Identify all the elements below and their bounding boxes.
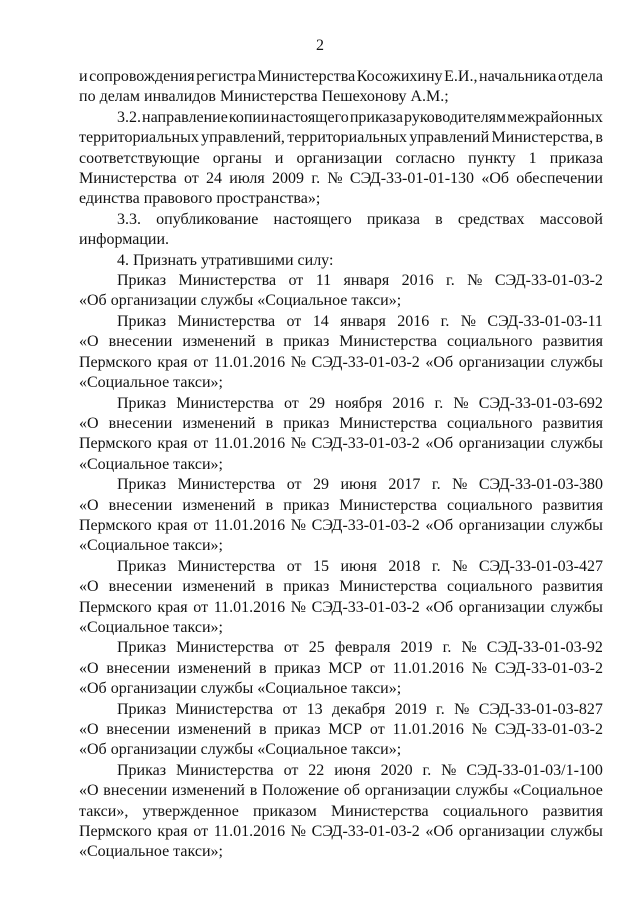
text-line: единства правового пространства»;	[79, 190, 321, 208]
text-line: 4. Признать утратившими силу:	[117, 251, 334, 269]
text-line: соответствующие органы и организации согласно пункту 1 приказа	[79, 149, 603, 167]
paragraph	[79, 394, 603, 476]
text-line: Пермского края от 11.01.2016 № СЭД-33-01-03-2 «Об организации службы	[79, 823, 603, 841]
text-line: Пермского края от 11.01.2016 № СЭД-33-01-03-2 «Об организации службы	[79, 598, 603, 616]
text-line: Приказ Министерства от 13 декабря 2019 г. № СЭД-33-01-03-827	[117, 700, 603, 718]
page-number: 2	[316, 37, 324, 54]
text-line: Приказ Министерства от 25 февраля 2019 г. № СЭД-33-01-03-92	[117, 639, 603, 657]
paragraph	[79, 700, 603, 761]
text-line: информации.	[79, 231, 170, 249]
text-line: «Социальное такси»;	[79, 618, 223, 636]
text-line: Приказ Министерства от 22 июня 2020 г. № СЭД-33-01-03/1-100	[117, 761, 603, 779]
text-line: Пермского края от 11.01.2016 № СЭД-33-01-03-2 «Об организации службы	[79, 435, 603, 453]
paragraph	[79, 67, 603, 108]
text-line: «О внесении изменений в приказ МСР от 11.01.2016 № СЭД-33-01-03-2	[79, 659, 603, 677]
text-line: Приказ Министерства от 14 января 2016 г. № СЭД-33-01-03-11	[117, 312, 603, 330]
paragraph	[79, 761, 603, 863]
text-line: «Об организации службы «Социальное такси»;	[79, 741, 402, 759]
text-line: по делам инвалидов Министерства Пешехонову А.М.;	[79, 88, 449, 106]
text-line: «Об организации службы «Социальное такси»;	[79, 292, 402, 310]
text-line: Приказ Министерства от 29 ноября 2016 г. № СЭД-33-01-03-692	[117, 394, 603, 412]
text-line: и сопровождения регистра Министерства Косожихину Е.И., начальника отдела	[79, 68, 603, 85]
paragraph	[79, 251, 603, 271]
text-line: «Социальное такси»;	[79, 843, 223, 861]
text-line: Приказ Министерства от 15 июня 2018 г. № СЭД-33-01-03-427	[117, 557, 603, 575]
text-line: «О внесении изменений в Положение об организации службы «Социальное	[79, 782, 603, 800]
text-line: «Социальное такси»;	[79, 537, 223, 555]
text-line: Приказ Министерства от 29 июня 2017 г. № СЭД-33-01-03-380	[117, 476, 603, 494]
paragraph	[79, 210, 603, 251]
document-body	[79, 67, 603, 863]
text-line: 3.3. опубликование настоящего приказа в средствах массовой	[117, 210, 603, 228]
paragraph	[79, 271, 603, 312]
text-line: «Об организации службы «Социальное такси»;	[79, 680, 402, 698]
text-line: «Социальное такси»;	[79, 455, 223, 473]
text-line: «О внесении изменений в приказ Министерства социального развития	[79, 333, 603, 351]
paragraph	[79, 638, 603, 699]
paragraph	[79, 108, 603, 210]
text-line: «О внесении изменений в приказ Министерства социального развития	[79, 496, 603, 514]
text-line: такси», утвержденное приказом Министерства социального развития	[79, 802, 603, 820]
text-line: Пермского края от 11.01.2016 № СЭД-33-01-03-2 «Об организации службы	[79, 516, 603, 534]
text-line: 3.2. направление копии настоящего приказа руководителям межрайонных	[117, 108, 603, 126]
text-line: «О внесении изменений в приказ Министерства социального развития	[79, 578, 603, 596]
text-line: Приказ Министерства от 11 января 2016 г. № СЭД-33-01-03-2	[117, 272, 603, 290]
text-line: Пермского края от 11.01.2016 № СЭД-33-01-03-2 «Об организации службы	[79, 353, 603, 371]
text-line: «О внесении изменений в приказ Министерства социального развития	[79, 414, 603, 432]
text-line: территориальных управлений, территориальных управлений Министерства, в	[79, 129, 603, 147]
text-line: «О внесении изменений в приказ МСР от 11.01.2016 № СЭД-33-01-03-2	[79, 721, 603, 738]
paragraph	[79, 312, 603, 394]
paragraph	[79, 475, 603, 557]
text-line: «Социальное такси»;	[79, 374, 223, 392]
text-line: Министерства от 24 июля 2009 г. № СЭД-33-01-01-130 «Об обеспечении	[79, 170, 603, 188]
paragraph	[79, 557, 603, 639]
